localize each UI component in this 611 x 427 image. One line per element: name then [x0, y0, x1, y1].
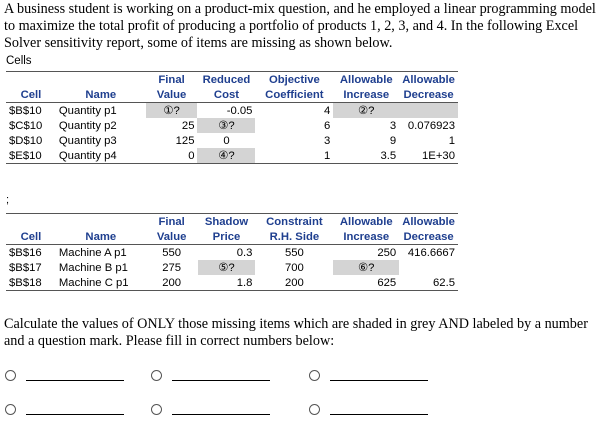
missing-item-2: ②? [333, 103, 399, 119]
cell-name: Quantity p4 [56, 148, 146, 164]
constraint-rhs: 550 [284, 246, 304, 259]
question-intro: A business student is working on a product-mix question, and he employed a linear programming model to maximize the total profit of producing a portfolio of products 1, 2, 3, and 4. In the following Excel Solver sensitivity report, some of items are missing as shown below. [4, 1, 596, 51]
objective-coefficient: 1 [255, 148, 333, 164]
header-cell: Cell [6, 87, 56, 103]
header-cell: Increase [333, 229, 399, 245]
question-instructions: Calculate the values of ONLY those missing items which are shaded in grey AND labeled by a number and a question mark. Please fill in correct numbers below: [4, 316, 588, 349]
radio-button[interactable] [309, 370, 320, 381]
answer-option[interactable] [151, 404, 270, 415]
answer-option[interactable] [5, 404, 124, 415]
answer-blank[interactable] [26, 370, 124, 381]
radio-button[interactable] [5, 404, 16, 415]
cell-ref: $C$10 [9, 119, 43, 132]
reduced-cost: 0 [223, 134, 230, 147]
allowable-decrease: 1 [448, 134, 455, 147]
cell-ref: $B$17 [9, 261, 42, 274]
final-value: 25 [181, 119, 195, 132]
table-header-row [6, 229, 458, 245]
radio-button[interactable] [309, 404, 320, 415]
table-row [6, 275, 458, 291]
header-cell: Cost [197, 87, 255, 103]
header-cell [56, 72, 146, 88]
missing-item-5: ⑤? [198, 260, 256, 275]
missing-item-6: ⑥? [333, 260, 399, 275]
cell-name: Quantity p3 [58, 134, 117, 147]
allowable-increase: 9 [389, 134, 397, 147]
constraint-rhs: 200 [255, 275, 333, 291]
radio-button[interactable] [151, 404, 162, 415]
allowable-decrease: 62.5 [399, 275, 458, 291]
table-header-row [6, 214, 458, 230]
header-cell: Coefficient [255, 87, 333, 103]
answer-option[interactable] [151, 370, 270, 381]
header-cell: Decrease [399, 229, 458, 245]
cell-ref: $D$10 [9, 134, 43, 147]
table-row [6, 260, 458, 275]
header-cell: Final [158, 215, 185, 228]
final-value: 125 [175, 134, 195, 147]
allowable-decrease: 0.076923 [407, 119, 455, 132]
header-cell: R.H. Side [255, 229, 333, 245]
adjustable-cells-table [6, 71, 458, 164]
header-cell: Cell [6, 229, 56, 245]
header-cell: Name [56, 229, 146, 245]
table-row [6, 245, 458, 261]
answer-blank[interactable] [172, 404, 270, 415]
cell-name: Machine A p1 [58, 246, 127, 259]
cell-name: Quantity p1 [58, 104, 117, 117]
cell-ref: $B$16 [9, 246, 42, 259]
allowable-increase: 625 [333, 275, 399, 291]
constraints-table [6, 213, 458, 291]
cell-name: Machine B p1 [58, 261, 128, 274]
allowable-decrease: 1E+30 [399, 148, 458, 164]
allowable-decrease [399, 103, 458, 119]
radio-button[interactable] [5, 370, 16, 381]
final-value: 275 [162, 261, 182, 274]
header-cell: Shadow [204, 215, 249, 228]
header-cell: Final [158, 73, 185, 86]
shadow-price: 1.8 [198, 275, 256, 291]
missing-item-1: ①? [146, 103, 198, 119]
answer-option[interactable] [5, 370, 124, 381]
objective-coefficient: 6 [324, 119, 331, 132]
allowable-increase: 250 [377, 246, 397, 259]
shadow-price: 0.3 [236, 246, 253, 259]
allowable-increase: 3 [389, 119, 397, 132]
header-cell: Reduced [202, 73, 251, 86]
cell-name: Machine C p1 [56, 275, 146, 291]
cell-ref: $B$18 [6, 275, 56, 291]
answer-blank[interactable] [26, 404, 124, 415]
answer-option[interactable] [309, 404, 428, 415]
header-cell: Increase [333, 87, 399, 103]
header-cell: Decrease [399, 87, 458, 103]
reduced-cost: -0.05 [226, 104, 253, 117]
answer-blank[interactable] [330, 370, 428, 381]
table-header-row [6, 87, 458, 103]
objective-coefficient: 3 [324, 134, 331, 147]
final-value: 0 [146, 148, 198, 164]
table-row [6, 133, 458, 148]
cells-section-label: Cells [6, 55, 32, 67]
header-cell: Allowable [339, 73, 393, 86]
table-row [6, 118, 458, 133]
cell-ref: $E$10 [6, 148, 56, 164]
header-cell: Value [146, 229, 198, 245]
allowable-decrease: 416.6667 [407, 246, 455, 259]
objective-coefficient: 4 [324, 104, 331, 117]
table-row [6, 103, 458, 119]
table-row [6, 148, 458, 164]
missing-item-3: ③? [197, 118, 255, 133]
allowable-increase: 3.5 [333, 148, 399, 164]
allowable-decrease [399, 260, 458, 275]
header-cell [6, 214, 56, 230]
stray-mark: ; [6, 194, 10, 206]
header-cell: Allowable [339, 215, 393, 228]
header-cell: Value [146, 87, 198, 103]
header-cell: Constraint [266, 215, 323, 228]
final-value: 550 [162, 246, 182, 259]
table-header-row [6, 72, 458, 88]
header-cell: Objective [268, 73, 320, 86]
cell-ref: $B$10 [9, 104, 42, 117]
missing-item-4: ④? [197, 148, 255, 164]
cell-name: Quantity p2 [58, 119, 117, 132]
header-cell [56, 214, 146, 230]
header-cell: Name [56, 87, 146, 103]
answer-blank[interactable] [330, 404, 428, 415]
final-value: 200 [146, 275, 198, 291]
header-cell: Allowable [402, 73, 455, 86]
header-cell: Allowable [402, 215, 455, 228]
radio-button[interactable] [151, 370, 162, 381]
answer-option[interactable] [309, 370, 428, 381]
answer-blank[interactable] [172, 370, 270, 381]
constraint-rhs: 700 [284, 261, 304, 274]
header-cell: Price [198, 229, 256, 245]
header-cell [6, 72, 56, 88]
